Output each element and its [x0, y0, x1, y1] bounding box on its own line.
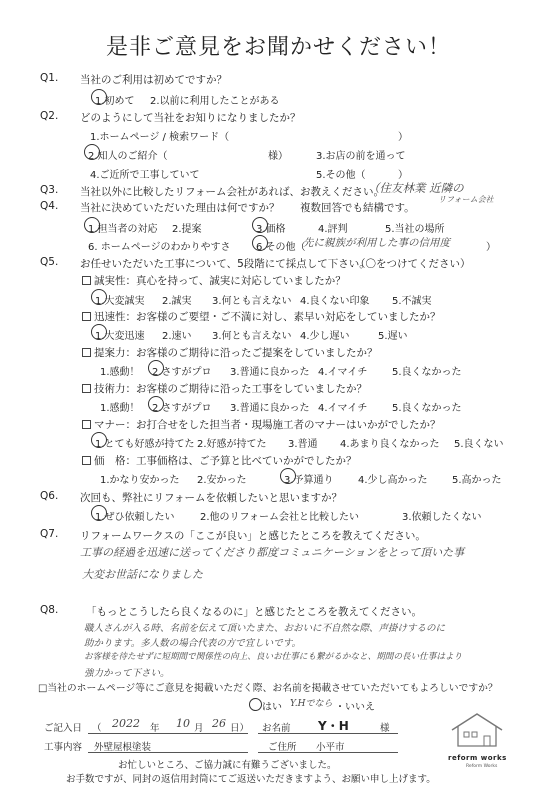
q4-option-5[interactable]: 5.当社の場所: [385, 224, 445, 235]
address-label: ご住所: [268, 742, 297, 753]
q8-answer-line-2: 助かります。多人数の場合代表の方で宜しいです。: [84, 638, 301, 649]
date-month[interactable]: 10: [176, 717, 190, 730]
q1-option-2[interactable]: 2.以前に利用したことがある: [150, 96, 280, 107]
q4-option-7-close: ）: [486, 242, 496, 253]
price-checkbox[interactable]: [82, 456, 91, 465]
manner-option-5[interactable]: 5.良くない: [454, 439, 504, 450]
name-suffix: 様: [380, 723, 390, 734]
speed-selection-circle: [91, 324, 107, 340]
skill-heading: 技術力：お客様のご期待に沿った工事をしていましたか？: [94, 383, 367, 395]
q4-number: Q4.: [40, 200, 59, 212]
q5-number: Q5.: [40, 256, 59, 268]
q2-selection-circle: [84, 144, 100, 160]
proposal-checkbox[interactable]: [82, 348, 91, 357]
price-option-5[interactable]: 5.高かった: [452, 475, 502, 486]
date-day-unit: 日）: [230, 723, 250, 734]
q2-option-2[interactable]: 2.知人のご紹介（: [88, 151, 168, 162]
q6-question: 次回も、弊社にリフォームを依頼したいと思いますか？: [80, 492, 342, 504]
name-underline: [258, 733, 398, 734]
date-month-unit: 月: [194, 723, 204, 734]
consent-question: □当社のホームページ等にご意見を掲載いただく際、お名前を掲載させていただいてもよろしいですか？: [38, 683, 498, 694]
price-option-2[interactable]: 2.安かった: [197, 475, 247, 486]
q7-answer-line-1: 工事の経過を迅速に送ってくださり都度コミュニケーションをとって頂いた事: [80, 546, 465, 559]
date-year[interactable]: 2022: [112, 717, 140, 730]
speed-checkbox[interactable]: [82, 312, 91, 321]
sincerity-option-3[interactable]: 3.何とも言えない: [212, 296, 292, 307]
skill-checkbox[interactable]: [82, 384, 91, 393]
skill-option-4[interactable]: 4.イマイチ: [318, 403, 368, 414]
reform-works-house-logo: [446, 712, 508, 750]
sincerity-option-5[interactable]: 5.不誠実: [392, 296, 432, 307]
price-heading: 価 格：工事価格は、ご予算と比べていかがでしたか？: [94, 455, 357, 467]
q4-option-7[interactable]: 6.その他（: [256, 242, 306, 253]
q4-other-answer: 先に親族が利用した事の信用度: [303, 237, 450, 249]
manner-checkbox[interactable]: [82, 420, 91, 429]
consent-no[interactable]: ・いいえ: [335, 702, 375, 713]
consent-yes-circle: [249, 698, 262, 711]
sincerity-heading: 誠実性：真心を持って、誠実に対応していましたか？: [94, 275, 346, 287]
speed-option-5[interactable]: 5.遅い: [378, 331, 408, 342]
price-option-1[interactable]: 1.かなり安かった: [100, 475, 180, 486]
q4-selection-circle-3: [252, 217, 268, 233]
proposal-option-2[interactable]: 2.さすがプロ: [152, 367, 212, 378]
q8-answer-line-3: お客様を待たせずに短期間で関係性の向上、良いお仕事にも繋がるかなと、期間の長い仕事はより: [84, 652, 463, 662]
date-label: ご記入日: [44, 723, 83, 734]
proposal-selection-circle: [148, 360, 164, 376]
speed-heading: 迅速性：お客様のご要望・ご不満に対し、素早い対応をしていましたか？: [94, 311, 441, 323]
q4-option-1[interactable]: 1.担当者の対応: [88, 224, 158, 235]
manner-heading: マナー：お打合せをした担当者・現場施工者のマナーはいかがでしたか？: [94, 419, 441, 431]
q6-option-3[interactable]: 3.依頼したくない: [402, 512, 482, 523]
sincerity-option-2[interactable]: 2.誠実: [162, 296, 192, 307]
q7-number: Q7.: [40, 528, 59, 540]
proposal-heading: 提案力：お客様のご期待に沿ったご提案をしていましたか？: [94, 347, 378, 359]
proposal-option-5[interactable]: 5.良くなかった: [392, 367, 462, 378]
speed-option-4[interactable]: 4.少し遅い: [300, 331, 350, 342]
manner-option-3[interactable]: 3.普通: [288, 439, 318, 450]
q5-note: （〇をつけてください）: [355, 258, 471, 270]
sincerity-option-1[interactable]: 1.大変誠実: [95, 296, 145, 307]
speed-option-1[interactable]: 1.大変迅速: [95, 331, 145, 342]
date-underline: [88, 733, 248, 734]
skill-option-3[interactable]: 3.普通に良かった: [230, 403, 310, 414]
q2-option-1[interactable]: 1.ホームページ / 検索ワード（: [90, 132, 230, 143]
work-label: 工事内容: [44, 742, 83, 753]
q4-selection-circle-6: [252, 235, 268, 251]
page-title: 是非ご意見をお聞かせください！: [105, 35, 451, 60]
q4-note: 複数回答でも結構です。: [300, 202, 415, 214]
q6-option-2[interactable]: 2.他のリフォーム会社と比較したい: [200, 512, 360, 523]
sincerity-selection-circle: [91, 289, 107, 305]
consent-yes-note: Y.Hでなら: [290, 699, 333, 709]
logo-subtext: Reform Works: [466, 764, 498, 769]
address-underline: [258, 752, 398, 753]
date-year-unit: 年: [150, 723, 160, 734]
manner-option-2[interactable]: 2.好感が持てた: [197, 439, 267, 450]
manner-option-1[interactable]: 1.とても好感が持てた: [95, 439, 195, 450]
q2-number: Q2.: [40, 110, 59, 122]
q4-option-4[interactable]: 4.評判: [318, 224, 348, 235]
q6-option-1[interactable]: 1.ぜひ依頼したい: [95, 512, 175, 523]
q1-option-1[interactable]: 1.初めて: [95, 96, 135, 107]
q8-answer-line-1: 職人さんが入る時、名前を伝えて頂いたまた、おおいに不自然な際、声掛けするのに: [84, 623, 446, 634]
manner-option-4[interactable]: 4.あまり良くなかった: [340, 439, 440, 450]
footer-thanks: お忙しいところ、ご協力誠に有難うございました。: [118, 760, 337, 771]
name-label: お名前: [262, 723, 291, 734]
q2-option-1-close: ）: [398, 132, 408, 143]
price-selection-circle: [280, 468, 296, 484]
q4-option-2[interactable]: 2.提案: [172, 224, 202, 235]
address-value[interactable]: 小平市: [316, 742, 345, 753]
speed-option-2[interactable]: 2.速い: [162, 331, 192, 342]
work-underline: [88, 752, 248, 753]
price-option-4[interactable]: 4.少し高かった: [358, 475, 428, 486]
q3-question: 当社以外に比較したリフォーム会社があれば、お教えください。: [80, 186, 384, 198]
q1-number: Q1.: [40, 72, 59, 84]
skill-selection-circle: [148, 396, 164, 412]
q3-answer-sub: リフォーム会社: [438, 195, 494, 204]
proposal-option-3[interactable]: 3.普通に良かった: [230, 367, 310, 378]
date-open: （: [92, 723, 102, 734]
q2-option-4[interactable]: 4.ご近所で工事していて: [90, 170, 200, 181]
q3-answer: （住友林業 近隣の: [368, 181, 464, 195]
q7-question: リフォームワークスの「ここが良い」と感じたところを教えてください。: [80, 530, 426, 542]
speed-option-3[interactable]: 3.何とも言えない: [212, 331, 292, 342]
q8-question: 「もっとこうしたら良くなるのに」と感じたところを教えてください。: [86, 606, 422, 618]
skill-option-1[interactable]: 1.感動！: [100, 403, 140, 414]
date-day[interactable]: 26: [212, 717, 226, 730]
q2-option-3[interactable]: 3.お店の前を通って: [316, 151, 406, 162]
skill-option-5[interactable]: 5.良くなかった: [392, 403, 462, 414]
q2-question: どのようにして当社をお知りになりましたか？: [80, 112, 301, 124]
q2-option-5[interactable]: 5.その他（: [316, 170, 366, 181]
q4-option-3[interactable]: 3.価格: [256, 224, 286, 235]
q4-selection-circle-1: [84, 217, 100, 233]
q3-number: Q3.: [40, 184, 59, 196]
q2-option-2-sama: 様）: [268, 151, 288, 162]
q6-number: Q6.: [40, 490, 59, 502]
q1-selection-circle: [91, 89, 107, 105]
q7-answer-line-2: 大変お世話になりました: [82, 568, 203, 581]
logo-text: reform works: [448, 754, 507, 762]
skill-option-2[interactable]: 2.さすがプロ: [152, 403, 212, 414]
sincerity-checkbox[interactable]: [82, 276, 91, 285]
price-option-3[interactable]: 3.予算通り: [284, 475, 334, 486]
proposal-option-4[interactable]: 4.イマイチ: [318, 367, 368, 378]
sincerity-option-4[interactable]: 4.良くない印象: [300, 296, 370, 307]
consent-yes[interactable]: はい: [262, 702, 282, 713]
q5-question: お任せいただいた工事について、5段階にて採点して下さい。: [80, 258, 370, 270]
work-value[interactable]: 外壁屋根塗装: [94, 742, 152, 753]
q8-number: Q8.: [40, 604, 59, 616]
name-value[interactable]: Y・H: [318, 719, 349, 733]
q4-option-6[interactable]: 6. ホームページのわかりやすさ: [88, 242, 231, 253]
q6-selection-circle: [91, 505, 107, 521]
proposal-option-1[interactable]: 1.感動！: [100, 367, 140, 378]
q2-option-5-close: ）: [398, 170, 408, 181]
q4-question: 当社に決めていただいた理由は何ですか？: [80, 202, 280, 214]
manner-selection-circle: [91, 432, 107, 448]
footer-return-note: お手数ですが、同封の返信用封筒にてご返送いただきますよう、お願い申し上げます。: [66, 774, 436, 785]
q8-answer-line-4: 強力かって下さい。: [84, 668, 170, 679]
q1-question: 当社のご利用は初めてですか？: [80, 74, 227, 86]
